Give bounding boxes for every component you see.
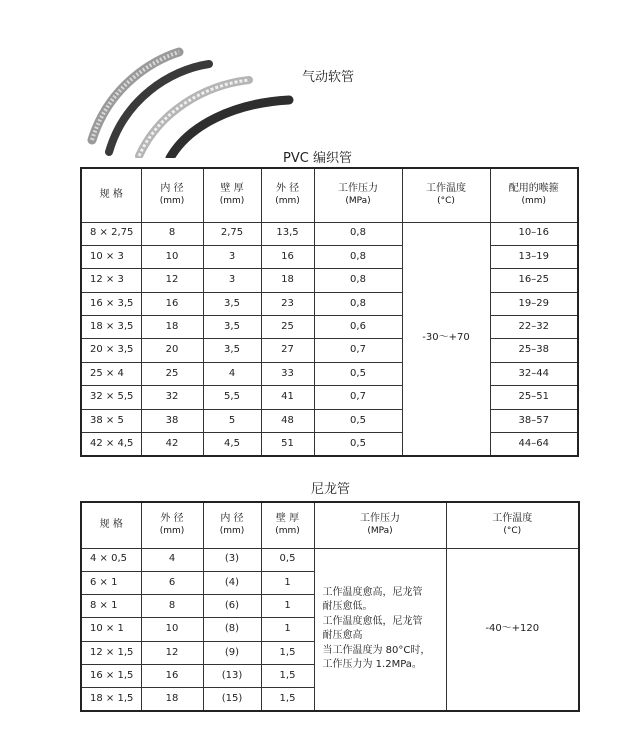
spec-cell: 18 × 1,5 <box>81 688 141 711</box>
wall-thickness-cell: 1,5 <box>261 641 314 664</box>
inner-diameter-cell: 38 <box>141 409 203 432</box>
wall-thickness-cell: 1 <box>261 618 314 641</box>
clamp-cell: 16–25 <box>490 269 578 292</box>
inner-diameter-cell: (4) <box>203 571 261 594</box>
pvc-temperature-cell: -30～+70 <box>402 222 490 456</box>
outer-diameter-cell: 41 <box>261 386 314 409</box>
spec-cell: 10 × 1 <box>81 618 141 641</box>
wall-thickness-cell: 1 <box>261 595 314 618</box>
nylon-pressure-notes <box>314 548 446 711</box>
table-row <box>81 245 578 268</box>
outer-diameter-cell: 6 <box>141 571 203 594</box>
braided-hose-clear <box>139 80 249 156</box>
spec-cell: 42 × 4,5 <box>81 433 141 456</box>
inner-diameter-cell: (15) <box>203 688 261 711</box>
table-row <box>81 386 578 409</box>
clamp-cell: 10–16 <box>490 222 578 245</box>
outer-diameter-cell: 16 <box>141 664 203 687</box>
inner-diameter-cell: 42 <box>141 433 203 456</box>
table-row <box>81 292 578 315</box>
dark-hose-1 <box>109 64 209 152</box>
outer-diameter-cell: 51 <box>261 433 314 456</box>
table-row <box>81 316 578 339</box>
table-row <box>81 269 578 292</box>
pressure-cell: 0,5 <box>314 362 402 385</box>
inner-diameter-cell: (8) <box>203 618 261 641</box>
outer-diameter-cell: 27 <box>261 339 314 362</box>
nylon-col-inner-diameter: 内 径 (mm) <box>203 502 261 548</box>
nylon-col-wall-thickness: 壁 厚 (mm) <box>261 502 314 548</box>
wall-thickness-cell: 1,5 <box>261 688 314 711</box>
clamp-cell: 44–64 <box>490 433 578 456</box>
pressure-note-line: 当工作温度为 80°C时， <box>322 644 431 656</box>
outer-diameter-cell: 18 <box>261 269 314 292</box>
outer-diameter-cell: 10 <box>141 618 203 641</box>
nylon-tube-table <box>80 501 580 712</box>
inner-diameter-cell: (3) <box>203 548 261 571</box>
nylon-col-spec: 规 格 <box>81 502 141 548</box>
nylon-col-working-pressure: 工作压力 (MPa) <box>314 502 446 548</box>
pressure-cell: 0,8 <box>314 222 402 245</box>
clamp-cell: 25–51 <box>490 386 578 409</box>
inner-diameter-cell: 32 <box>141 386 203 409</box>
spec-cell: 10 × 3 <box>81 245 141 268</box>
clamp-cell: 38–57 <box>490 409 578 432</box>
spec-cell: 16 × 3,5 <box>81 292 141 315</box>
dark-hose-2 <box>170 100 289 158</box>
table-row <box>81 339 578 362</box>
pressure-cell: 0,8 <box>314 269 402 292</box>
pvc-col-wall-thickness: 壁 厚 (mm) <box>203 168 261 222</box>
wall-thickness-cell: 5 <box>203 409 261 432</box>
pressure-cell: 0,5 <box>314 433 402 456</box>
outer-diameter-cell: 23 <box>261 292 314 315</box>
spec-cell: 12 × 3 <box>81 269 141 292</box>
wall-thickness-cell: 1,5 <box>261 664 314 687</box>
nylon-table-title: 尼龙管 <box>311 482 351 497</box>
outer-diameter-cell: 4 <box>141 548 203 571</box>
inner-diameter-cell: 25 <box>141 362 203 385</box>
spec-cell: 16 × 1,5 <box>81 664 141 687</box>
inner-diameter-cell: (13) <box>203 664 261 687</box>
spec-cell: 12 × 1,5 <box>81 641 141 664</box>
wall-thickness-cell: 0,5 <box>261 548 314 571</box>
wall-thickness-cell: 3,5 <box>203 292 261 315</box>
nylon-col-working-temperature: 工作温度 (°C) <box>446 502 579 548</box>
pressure-cell: 0,8 <box>314 292 402 315</box>
inner-diameter-cell: 16 <box>141 292 203 315</box>
spec-cell: 32 × 5,5 <box>81 386 141 409</box>
spec-cell: 20 × 3,5 <box>81 339 141 362</box>
clamp-cell: 22–32 <box>490 316 578 339</box>
wall-thickness-cell: 3,5 <box>203 339 261 362</box>
pressure-cell: 0,7 <box>314 339 402 362</box>
pressure-cell: 0,8 <box>314 245 402 268</box>
wall-thickness-cell: 2,75 <box>203 222 261 245</box>
inner-diameter-cell: (6) <box>203 595 261 618</box>
pvc-col-working-temperature: 工作温度 (°C) <box>402 168 490 222</box>
clamp-cell: 19–29 <box>490 292 578 315</box>
pressure-cell: 0,7 <box>314 386 402 409</box>
outer-diameter-cell: 13,5 <box>261 222 314 245</box>
pvc-header-row <box>81 168 578 222</box>
wall-thickness-cell: 1 <box>261 571 314 594</box>
wall-thickness-cell: 4 <box>203 362 261 385</box>
wall-thickness-cell: 3 <box>203 269 261 292</box>
outer-diameter-cell: 16 <box>261 245 314 268</box>
table-row <box>81 222 578 245</box>
main-title: 气动软管 <box>302 70 355 85</box>
pvc-col-working-pressure: 工作压力 (MPa) <box>314 168 402 222</box>
clamp-cell: 13–19 <box>490 245 578 268</box>
pressure-note-line: 耐压愈高 <box>322 630 363 642</box>
spec-cell: 18 × 3,5 <box>81 316 141 339</box>
pressure-note-line: 工作温度愈高，尼龙管 <box>322 586 423 598</box>
pressure-note-line: 耐压愈低。 <box>322 601 373 613</box>
wall-thickness-cell: 3 <box>203 245 261 268</box>
pvc-col-hose-clamp: 配用的喉箍 (mm) <box>490 168 578 222</box>
spec-cell: 25 × 4 <box>81 362 141 385</box>
inner-diameter-cell: 10 <box>141 245 203 268</box>
nylon-temperature-cell: -40～+120 <box>446 548 579 711</box>
wall-thickness-cell: 4,5 <box>203 433 261 456</box>
pvc-col-inner-diameter: 内 径 (mm) <box>141 168 203 222</box>
spec-cell: 8 × 2,75 <box>81 222 141 245</box>
wall-thickness-cell: 3,5 <box>203 316 261 339</box>
pressure-note-line: 工作压力为 1.2MPa。 <box>322 659 422 671</box>
table-row <box>81 409 578 432</box>
outer-diameter-cell: 25 <box>261 316 314 339</box>
nylon-header-row <box>81 502 579 548</box>
clamp-cell: 32–44 <box>490 362 578 385</box>
outer-diameter-cell: 8 <box>141 595 203 618</box>
outer-diameter-cell: 18 <box>141 688 203 711</box>
outer-diameter-cell: 48 <box>261 409 314 432</box>
outer-diameter-cell: 12 <box>141 641 203 664</box>
pvc-col-spec: 规 格 <box>81 168 141 222</box>
clamp-cell: 25–38 <box>490 339 578 362</box>
nylon-col-outer-diameter: 外 径 (mm) <box>141 502 203 548</box>
pvc-table-title: PVC 编织管 <box>283 151 352 166</box>
wall-thickness-cell: 5,5 <box>203 386 261 409</box>
table-row <box>81 433 578 456</box>
pvc-col-outer-diameter: 外 径 (mm) <box>261 168 314 222</box>
outer-diameter-cell: 33 <box>261 362 314 385</box>
braided-hose-light <box>92 52 179 140</box>
spec-cell: 38 × 5 <box>81 409 141 432</box>
pressure-note-line: 工作温度愈低，尼龙管 <box>322 615 423 627</box>
table-row <box>81 548 579 571</box>
pressure-cell: 0,5 <box>314 409 402 432</box>
spec-cell: 8 × 1 <box>81 595 141 618</box>
inner-diameter-cell: 20 <box>141 339 203 362</box>
spec-cell: 6 × 1 <box>81 571 141 594</box>
spec-cell: 4 × 0,5 <box>81 548 141 571</box>
inner-diameter-cell: 12 <box>141 269 203 292</box>
inner-diameter-cell: (9) <box>203 641 261 664</box>
table-row <box>81 362 578 385</box>
hose-illustration <box>84 40 294 158</box>
pressure-cell: 0,6 <box>314 316 402 339</box>
pvc-braided-hose-table <box>80 167 579 457</box>
inner-diameter-cell: 8 <box>141 222 203 245</box>
inner-diameter-cell: 18 <box>141 316 203 339</box>
